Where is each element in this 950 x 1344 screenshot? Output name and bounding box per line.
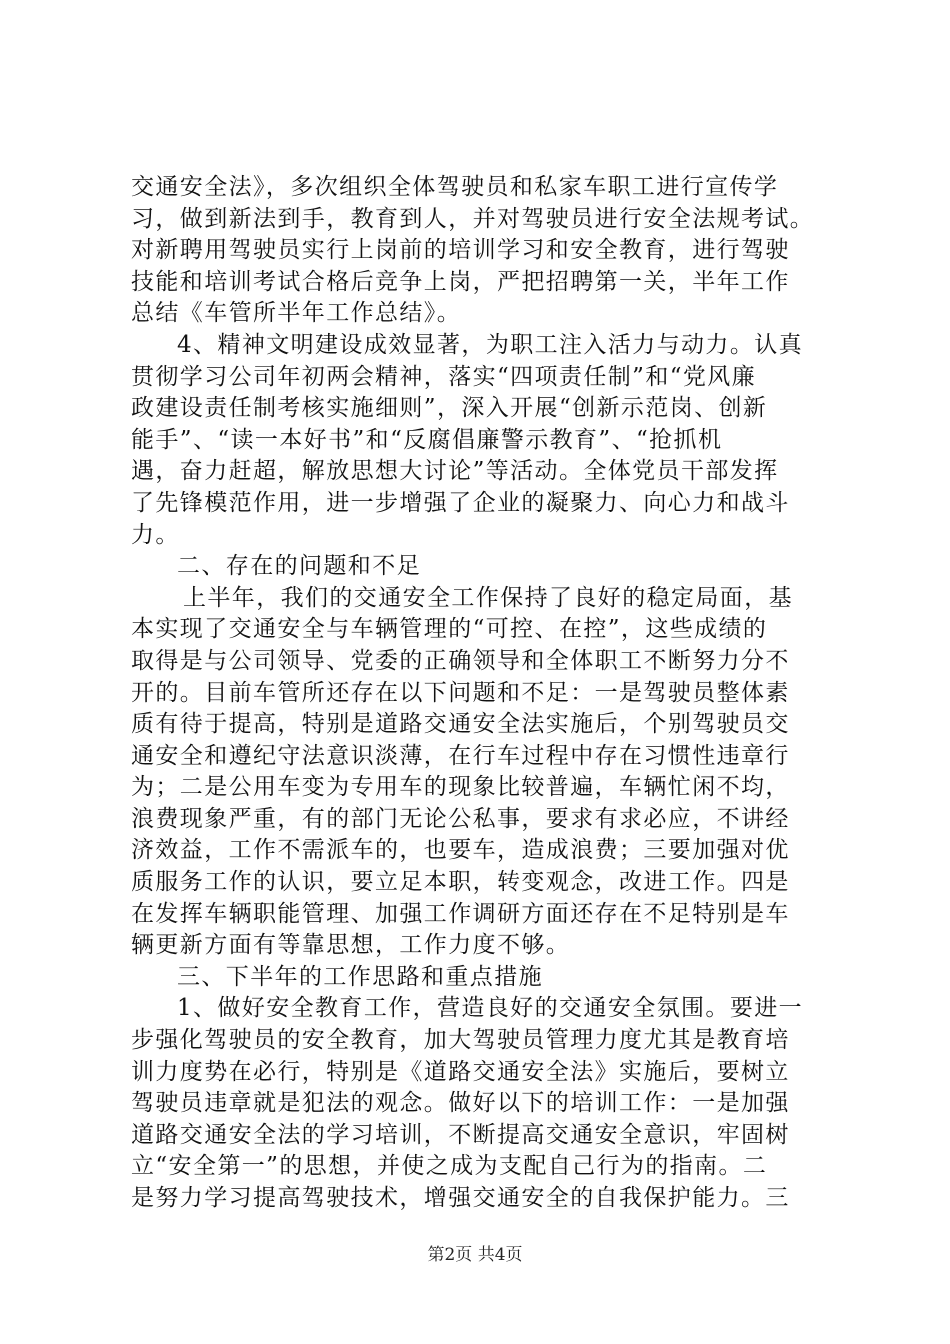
section-heading: 三、下半年的工作思路和重点措施 (177, 963, 543, 990)
text-line: 立“安全第一”的思想，并使之成为支配自己行为的指南。二 (131, 1153, 768, 1180)
section-heading: 二、存在的问题和不足 (177, 553, 421, 580)
text-line: 在发挥车辆职能管理、加强工作调研方面还存在不足特别是车 (131, 900, 790, 927)
text-line: 质服务工作的认识，要立足本职，转变观念，改进工作。四是 (131, 869, 790, 896)
text-line: 通安全和遵纪守法意识淡薄，在行车过程中存在习惯性违章行 (131, 742, 790, 769)
text-line: 遇，奋力赶超，解放思想大讨论”等活动。全体党员干部发挥 (131, 458, 779, 485)
document-body (131, 172, 821, 1215)
text-line: 本实现了交通安全与车辆管理的“可控、在控”，这些成绩的 (131, 616, 768, 643)
paragraph-start-line: 上半年，我们的交通安全工作保持了良好的稳定局面，基 (183, 584, 793, 611)
text-line: 辆更新方面有等靠思想，工作力度不够。 (131, 932, 571, 959)
text-line: 质有待于提高，特别是道路交通安全法实施后，个别驾驶员交 (131, 711, 790, 738)
text-line: 为；二是公用车变为专用车的现象比较普遍，车辆忙闲不均， (131, 774, 790, 801)
text-line: 习，做到新法到手，教育到人，并对驾驶员进行安全法规考试。 (131, 205, 815, 232)
text-line: 训力度势在必行，特别是《道路交通安全法》实施后，要树立 (131, 1058, 790, 1085)
text-line: 步强化驾驶员的安全教育，加大驾驶员管理力度尤其是教育培 (131, 1027, 790, 1054)
text-line: 交通安全法》，多次组织全体驾驶员和私家车职工进行宣传学 (131, 174, 779, 200)
text-line: 能手”、“读一本好书”和“反腐倡廉警示教育”、“抢抓机 (131, 426, 723, 453)
page-number-footer: 第2页 共4页 (427, 1245, 523, 1265)
text-line: 技能和培训考试合格后竞争上岗，严把招聘第一关，半年工作 (131, 268, 790, 295)
text-line: 道路交通安全法的学习培训，不断提高交通安全意识，牢固树 (131, 1121, 790, 1148)
text-line: 力。 (131, 521, 180, 548)
text-line: 济效益，工作不需派车的，也要车，造成浪费；三要加强对优 (131, 837, 790, 864)
text-line: 取得是与公司领导、党委的正确领导和全体职工不断努力分不 (131, 647, 790, 674)
text-line: 是努力学习提高驾驶技术，增强交通安全的自我保护能力。三 (131, 1185, 790, 1211)
text-line: 了先锋模范作用，进一步增强了企业的凝聚力、向心力和战斗 (131, 489, 790, 516)
paragraph-start-line: 1、做好安全教育工作，营造良好的交通安全氛围。要进一 (177, 995, 804, 1022)
text-line: 总结《车管所半年工作总结》。 (131, 300, 462, 327)
text-line: 对新聘用驾驶员实行上岗前的培训学习和安全教育，进行驾驶 (131, 237, 790, 264)
text-line: 政建设责任制考核实施细则”，深入开展“创新示范岗、创新 (131, 395, 768, 422)
text-line: 开的。目前车管所还存在以下问题和不足：一是驾驶员整体素 (131, 679, 790, 706)
text-line: 贯彻学习公司年初两会精神，落实“四项责任制”和“党风廉 (131, 363, 757, 390)
text-line: 浪费现象严重，有的部门无论公私事，要求有求必应，不讲经 (131, 805, 790, 832)
paragraph-start-line: 4、精神文明建设成效显著，为职工注入活力与动力。认真 (177, 331, 804, 358)
text-line: 驾驶员违章就是犯法的观念。做好以下的培训工作：一是加强 (131, 1090, 790, 1117)
